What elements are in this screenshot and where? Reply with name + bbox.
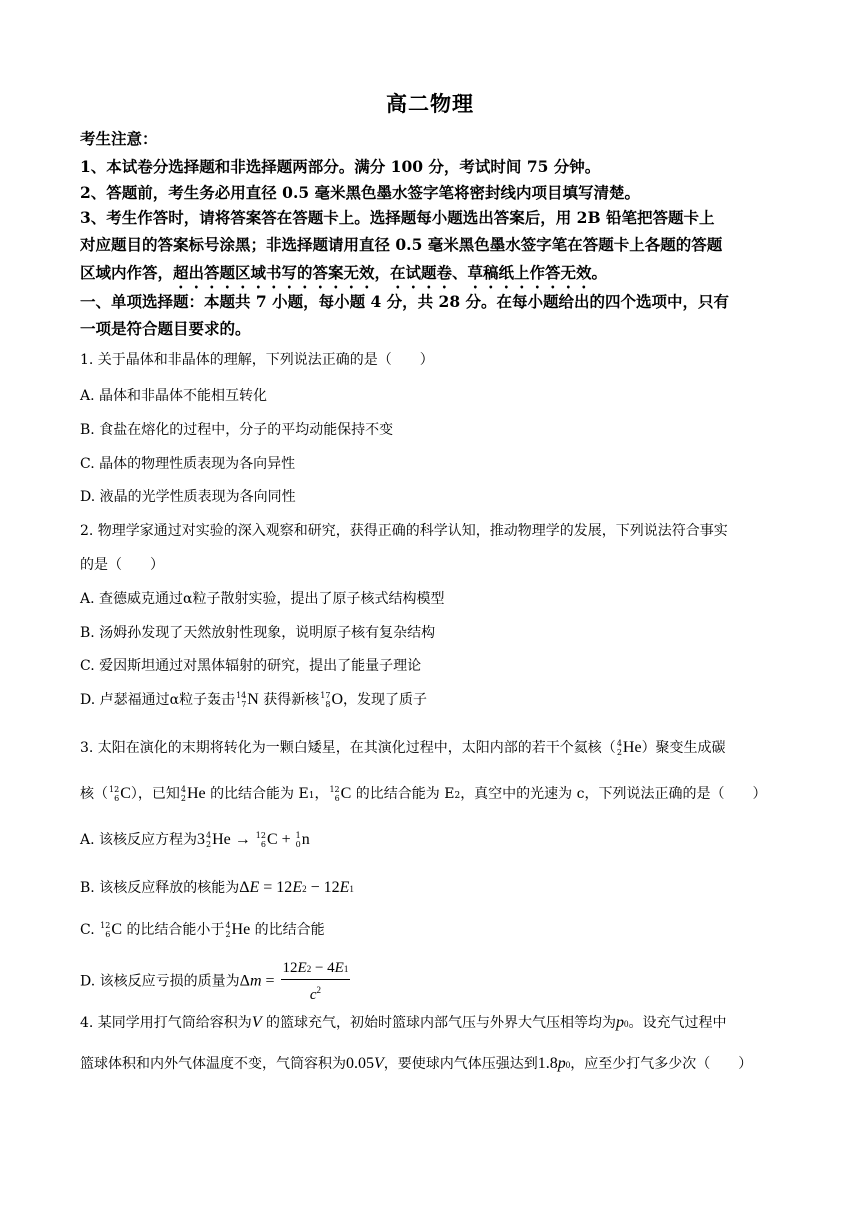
isotope-n14: 14 7 [236,691,247,709]
question-3-stem-line-1: 3. 太阳在演化的末期将转化为一颗白矮星，在其演化过程中，太阳内部的若干个氦核（ 4 2 He）聚变生成碳 [80,739,726,757]
mass-defect-fraction: $\frac{12E2 - 4E1}{c^2}$ [282,960,349,1003]
question-3-option-c: C. 12 6 C 的比结合能小于 4 2 He 的比结合能 [80,921,325,939]
question-3-stem-line-2: 核（ 12 6 C），已知 4 2 He 的比结合能为 E1， 12 6 C 的比结合能为 E2，真空中的光速为 c，下列说法正确的是（ ） [80,785,767,803]
section-heading-line-1: 一、单项选择题：本题共 7 小题，每小题 4 分，共 28 分。在每小题给出的四个选项中，只有 [80,292,730,311]
question-1-option-d: D. 液晶的光学性质表现为各向同性 [80,489,296,505]
isotope-he4: 4 2 [616,739,622,757]
notice-item-3-line-3: 区域内作答，超出答题区域书写的答案无效，在试题卷、草稿纸上作答无效。 [80,263,608,282]
question-2-option-d: D. 卢瑟福通过α粒子轰击 14 7 N 获得新核 17 8 O，发现了质子 [80,691,428,709]
section-heading-line-2: 一项是符合题目要求的。 [80,319,251,338]
notice-item-3-line-1: 3、考生作答时，请将答案答在答题卡上。选择题每小题选出答案后，用 2B 铅笔把答题卡上 [80,208,715,227]
notice-item-2: 2、答题前，考生务必用直径 0.5 毫米黑色墨水签字笔将密封线内项目填写清楚。 [80,183,641,202]
question-1-option-a: A. 晶体和非晶体不能相互转化 [80,388,268,404]
question-4-stem-line-1: 4. 某同学用打气筒给容积为V 的篮球充气，初始时篮球内部气压与外界大气压相等均为p0。设充气过程中 [80,1014,727,1031]
emphasis-text: 超出答题区域书写的答案无效，在试题卷、草稿纸上作答无效 [173,263,592,282]
question-2-stem-line-1: 2. 物理学家通过对实验的深入观察和研究，获得正确的科学认知，推动物理学的发展，下列说法符合事实 [80,523,728,539]
notice-item-3-line-2: 对应题目的答案标号涂黑；非选择题请用直径 0.5 毫米黑色墨水签字笔在答题卡上各题的答题 [80,235,723,254]
notice-heading: 考生注意： [80,129,158,148]
question-2-option-b: B. 汤姆孙发现了天然放射性现象，说明原子核有复杂结构 [80,625,436,641]
page-title: 高二物理 [386,91,474,116]
question-3-option-a: A. 该核反应方程为3 4 2 He → 12 6 C + 1 0 n [80,831,310,849]
question-1-option-b: B. 食盐在熔化的过程中，分子的平均动能保持不变 [80,422,394,438]
question-4-stem-line-2: 篮球体积和内外气体温度不变，气筒容积为0.05V，要使球内气体压强达到1.8p0，应至少打气多少次（ ） [80,1055,753,1072]
question-1-option-c: C. 晶体的物理性质表现为各向异性 [80,456,296,472]
question-2-option-c: C. 爱因斯坦通过对黑体辐射的研究，提出了能量子理论 [80,658,422,674]
isotope-o17: 17 8 [320,691,331,709]
question-1-stem: 1. 关于晶体和非晶体的理解，下列说法正确的是（ ） [80,352,434,368]
isotope-c12: 12 6 [109,785,120,803]
notice-item-1: 1、本试卷分选择题和非选择题两部分。满分 100 分，考试时间 75 分钟。 [80,157,601,176]
question-3-option-d: D. 该核反应亏损的质量为Δm = $\frac{12E2 - 4E1}{c^2}$ [80,960,349,1003]
question-2-stem-line-2: 的是（ ） [80,557,164,573]
question-2-option-a: A. 查德威克通过α粒子散射实验，提出了原子核式结构模型 [80,591,445,607]
question-3-option-b: B. 该核反应释放的核能为ΔE = 12E2 − 12E1 [80,879,354,896]
